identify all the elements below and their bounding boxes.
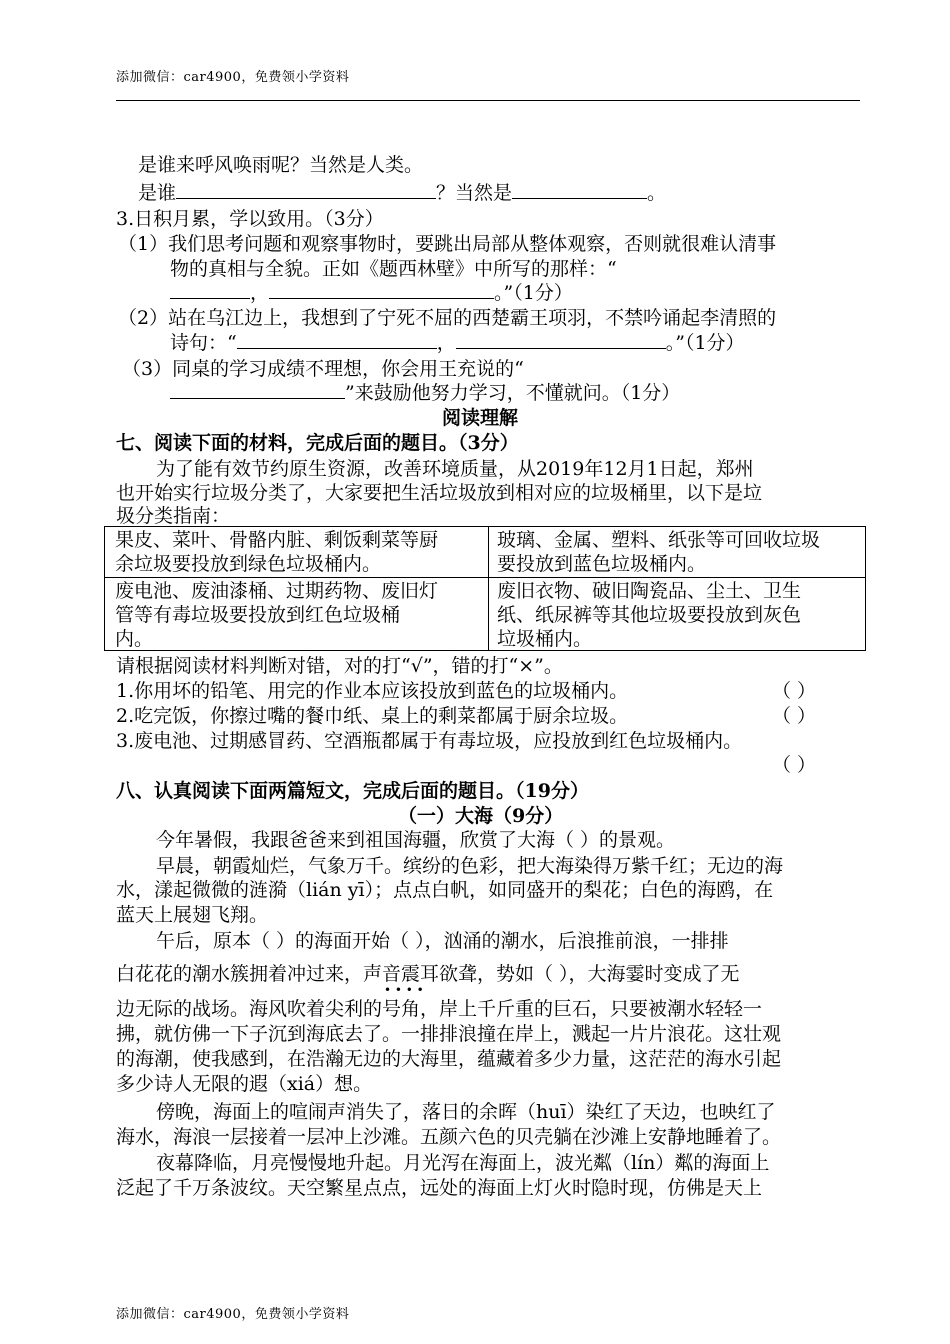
blank[interactable] — [512, 180, 647, 199]
page-header: 添加微信：car4900，免费领小学资料 — [116, 70, 350, 85]
table-cell: 果皮、菜叶、骨骼内脏、剩饭剩菜等厨 余垃圾要投放到绿色垃圾桶内。 — [115, 529, 439, 575]
text-line: 水，漾起微微的涟漪（lián yī）；点点白帆，如同盛开的梨花；白色的海鸥，在 — [116, 879, 774, 901]
page-footer: 添加微信：car4900，免费领小学资料 — [116, 1307, 350, 1322]
text-line: 边无际的战场。海风吹着尖利的号角，岸上千斤重的巨石，只要被潮水轻轻一 — [116, 998, 763, 1020]
text-line: 为了能有效节约原生资源，改善环境质量，从2019年12月1日起，郑州 — [156, 458, 754, 480]
emphasis-dots: • • • • — [384, 983, 424, 997]
text-line: 傍晚，海面上的喧闹声消失了，落日的余晖（huī）染红了天边，也映红了 — [156, 1101, 776, 1123]
fill-line: 是谁 ？当然是 。 — [138, 182, 667, 204]
sorting-guide-table — [104, 526, 866, 651]
text-line: 圾分类指南： — [116, 505, 231, 527]
fill-line: ， 。”（1分） — [170, 280, 573, 306]
table-cell: 废电池、废油漆桶、过期药物、废旧灯 管等有毒垃圾要投放到红色垃圾桶 内。 — [115, 580, 439, 650]
text-line: 早晨，朝霞灿烂，气象万千。缤纷的色彩，把大海染得万紫千红；无边的海 — [156, 855, 784, 877]
text-line: 的海潮，使我感到，在浩瀚无边的大海里，蕴藏着多少力量，这茫茫的海水引起 — [116, 1048, 782, 1070]
text-line: 拂，就仿佛一下子沉到海底去了。一排排浪撞在岸上，溅起一片片浪花。这壮观 — [116, 1023, 782, 1045]
passage-title: （一）大海（9分） — [398, 805, 564, 827]
blank[interactable] — [170, 280, 250, 299]
text-line: （2）站在乌江边上，我想到了宁死不屈的西楚霸王项羽，不禁吟诵起李清照的 — [118, 307, 777, 329]
statement: 3.废电池、过期感冒药、空酒瓶都属于有毒垃圾，应投放到红色垃圾桶内。 — [116, 730, 743, 752]
blank[interactable] — [269, 280, 494, 299]
text-line: 是谁来呼风唤雨呢？当然是人类。 — [138, 154, 424, 176]
text-line: 多少诗人无限的遐（xiá）想。 — [116, 1073, 373, 1095]
statement: 1.你用坏的铅笔、用完的作业本应该投放到蓝色的垃圾桶内。 — [116, 680, 629, 702]
table-cell: 玻璃、金属、塑料、纸张等可回收垃圾 要投放到蓝色垃圾桶内。 — [497, 529, 821, 575]
text-line: 今年暑假，我跟爸爸来到祖国海疆，欣赏了大海（ ）的景观。 — [156, 829, 676, 851]
fill-line: ”来鼓励他努力学习，不懂就问。（1分） — [170, 380, 680, 406]
text-line: 蓝天上展翅飞翔。 — [116, 904, 269, 926]
blank[interactable] — [456, 330, 666, 349]
text-line: 夜幕降临，月亮慢慢地升起。月光泻在海面上，波光粼（lín）粼的海面上 — [156, 1152, 770, 1174]
blank[interactable] — [170, 380, 345, 399]
statement: 2.吃完饭，你擦过嘴的餐巾纸、桌上的剩菜都属于厨余垃圾。 — [116, 705, 629, 727]
text-line: 海水，海浪一层接着一层冲上沙滩。五颜六色的贝壳躺在沙滩上安静地睡着了。 — [116, 1126, 782, 1148]
answer-parens[interactable]: （ ） — [772, 754, 817, 776]
fill-line: 诗句：“ ， 。”（1分） — [170, 332, 745, 354]
text-line: 午后，原本（ ）的海面开始（ ），汹涌的潮水，后浪推前浪，一排排 — [156, 930, 729, 952]
q7-title: 七、阅读下面的材料，完成后面的题目。（3分） — [116, 432, 519, 454]
answer-parens[interactable]: （ ） — [772, 680, 817, 702]
instruction: 请根据阅读材料判断对错，对的打“√”，错的打“×”。 — [116, 655, 563, 677]
section-heading: 阅读理解 — [442, 407, 519, 429]
blank[interactable] — [176, 180, 436, 199]
header-rule — [116, 100, 860, 101]
answer-parens[interactable]: （ ） — [772, 705, 817, 727]
text-line: （1）我们思考问题和观察事物时，要跳出局部从整体观察，否则就很难认清事 — [118, 233, 777, 255]
text-line: 物的真相与全貌。正如《题西林壁》中所写的那样：“ — [170, 258, 617, 280]
table-cell: 废旧衣物、破旧陶瓷品、尘土、卫生 纸、纸尿裤等其他垃圾要投放到灰色 垃圾桶内。 — [497, 580, 802, 650]
blank[interactable] — [237, 330, 437, 349]
text-line: 泛起了千万条波纹。天空繁星点点，远处的海面上灯火时隐时现，仿佛是天上 — [116, 1177, 763, 1199]
q8-title: 八、认真阅读下面两篇短文，完成后面的题目。（19分） — [116, 780, 589, 802]
question-3: 3.日积月累，学以致用。（3分） — [116, 208, 384, 230]
text-line: 也开始实行垃圾分类了，大家要把生活垃圾放到相对应的垃圾桶里，以下是垃 — [116, 482, 763, 504]
text-line: （3）同桌的学习成绩不理想，你会用王充说的“ — [122, 358, 524, 380]
text-line: 白花花的潮水簇拥着冲过来，声音震耳欲聋，势如（ ），大海霎时变成了无 — [116, 963, 740, 985]
